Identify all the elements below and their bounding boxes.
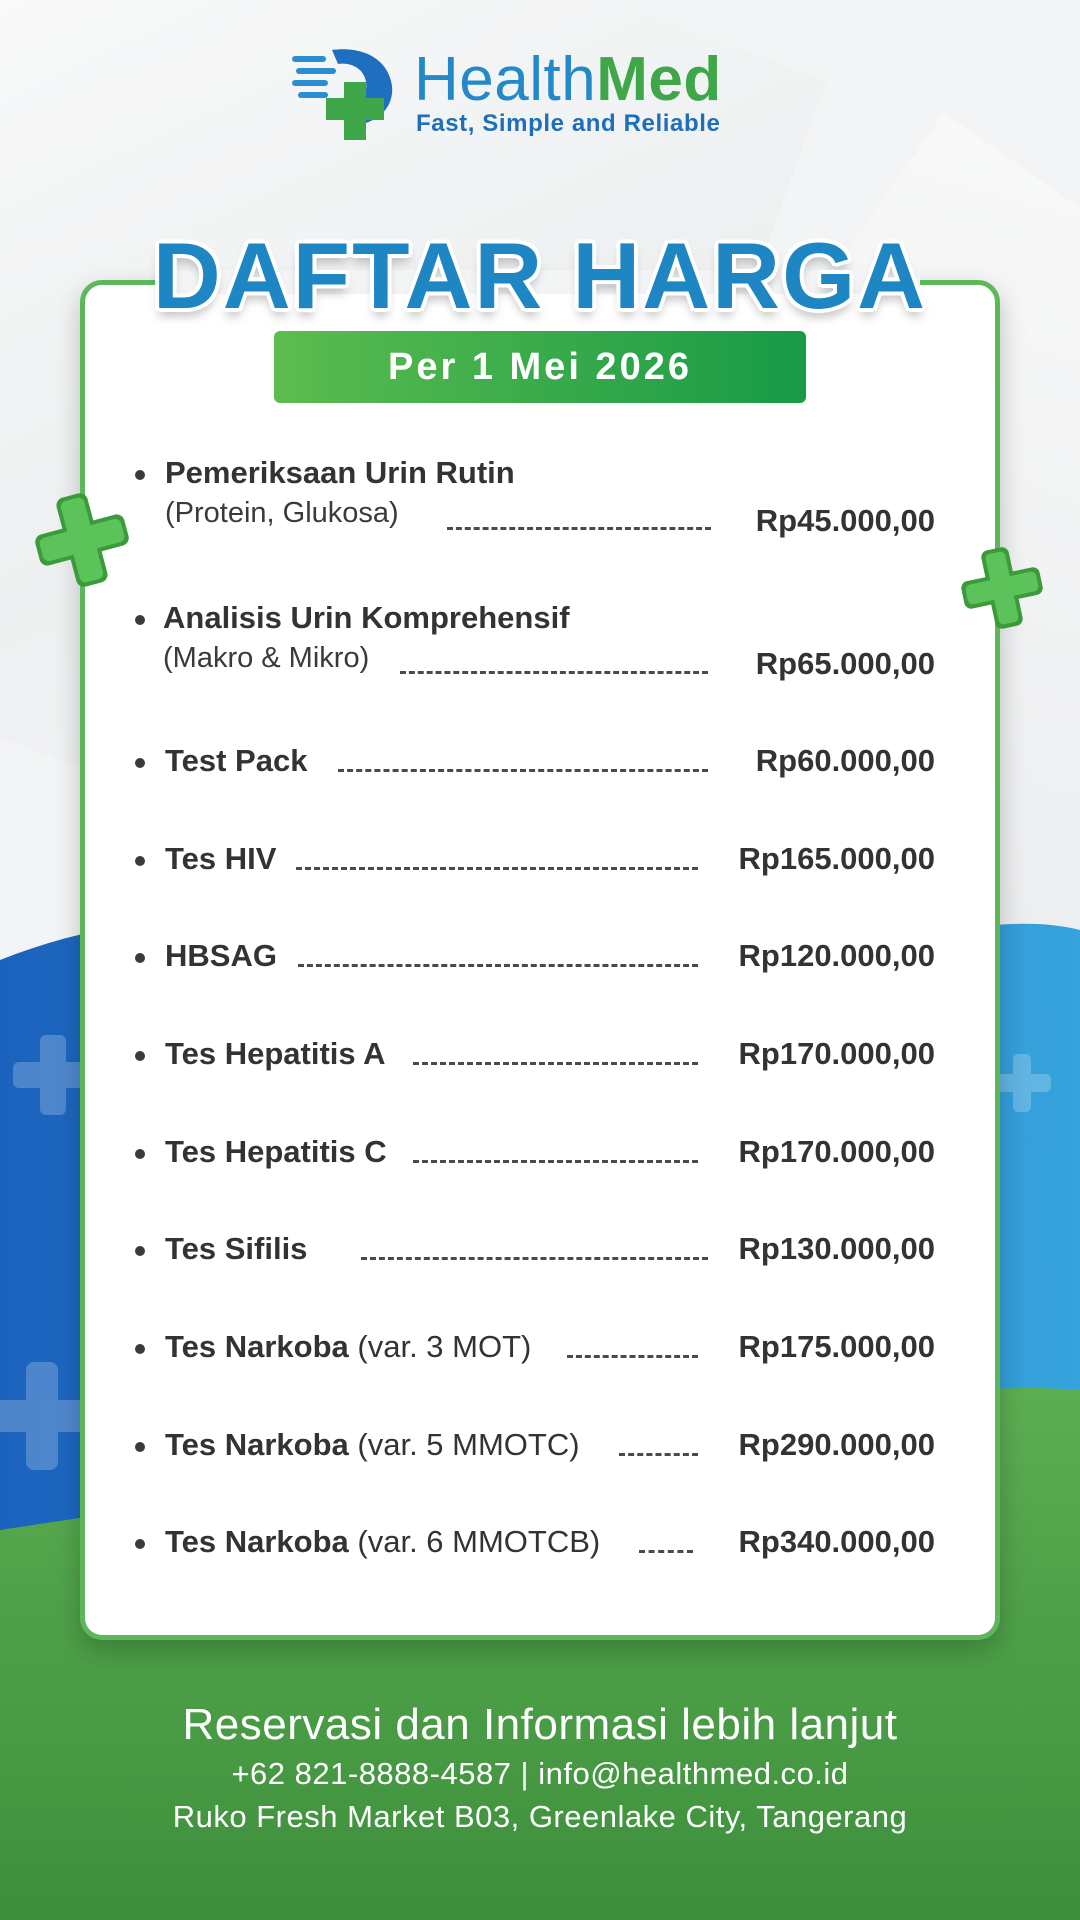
item-name: Pemeriksaan Urin Rutin [165,455,515,490]
bullet [135,1442,145,1452]
item-name [165,1524,600,1560]
dotted-leader [639,1550,693,1553]
item-price: Rp45.000,00 [755,503,935,538]
brand-name-part1: Health [414,45,597,114]
item-price: Rp60.000,00 [755,743,935,778]
date-badge: Per 1 Mei 2026 [274,331,806,403]
item-detail: (Makro & Mikro) [163,642,370,674]
item-price: Rp290.000,00 [738,1427,935,1462]
list-item [135,1329,935,1369]
item-price: Rp130.000,00 [738,1231,935,1266]
item-name [165,1427,580,1463]
list-item [135,1231,935,1271]
item-name: Test Pack [165,743,308,778]
dotted-leader [296,867,698,870]
brand-tagline: Fast, Simple and Reliable [416,110,721,137]
bullet [135,856,145,866]
bullet [135,1539,145,1549]
item-name-text: Tes Narkoba [165,1427,349,1462]
item-name-text: Tes Narkoba [165,1524,349,1559]
dotted-leader [400,671,708,674]
page-title: DAFTAR HARGA [152,223,928,328]
list-item [135,743,935,783]
item-name-text: Tes Narkoba [165,1329,349,1364]
dotted-leader [298,964,698,967]
bullet [135,953,145,963]
item-name: Tes Hepatitis A [165,1036,386,1071]
item-price: Rp340.000,00 [738,1524,935,1559]
list-item [135,841,935,881]
item-name: HBSAG [165,938,277,973]
brand-name [414,45,722,114]
list-item [135,1427,935,1467]
item-variant: (var. 6 MMOTCB) [357,1524,601,1559]
bullet [135,1149,145,1159]
item-name [165,1329,531,1365]
footer-address: Ruko Fresh Market B03, Greenlake City, Tangerang [172,1799,908,1834]
dotted-leader [619,1453,698,1456]
item-name: Analisis Urin Komprehensif [163,600,570,635]
item-price: Rp65.000,00 [755,646,935,681]
list-item [135,455,935,545]
healthmed-logo-icon [292,46,402,142]
dotted-leader [413,1062,698,1065]
green-cross-icon [22,480,142,600]
item-variant: (var. 3 MOT) [357,1329,532,1364]
brand-name-part2: Med [596,45,722,114]
item-name: Tes Hepatitis C [165,1134,387,1169]
item-price: Rp120.000,00 [738,938,935,973]
dotted-leader [567,1355,698,1358]
bullet [135,615,145,625]
brand-logo [292,46,762,142]
list-item [135,938,935,978]
item-price: Rp165.000,00 [738,841,935,876]
dotted-leader [361,1257,708,1260]
green-cross-icon [952,538,1052,638]
item-price: Rp170.000,00 [738,1036,935,1071]
dotted-leader [413,1160,698,1163]
dotted-leader [447,527,711,530]
list-item [135,1134,935,1174]
footer-contact: +62 821-8888-4587 | info@healthmed.co.id [231,1756,849,1791]
dotted-leader [338,769,708,772]
bullet [135,758,145,768]
item-price: Rp175.000,00 [738,1329,935,1364]
item-price: Rp170.000,00 [738,1134,935,1169]
item-variant: (var. 5 MMOTC) [357,1427,580,1462]
item-name: Tes HIV [165,841,277,876]
item-name: Tes Sifilis [165,1231,308,1266]
footer-title: Reservasi dan Informasi lebih lanjut [182,1700,898,1749]
list-item [135,1524,935,1564]
list-item [135,598,935,688]
bullet [135,1246,145,1256]
bullet [135,1344,145,1354]
item-detail: (Protein, Glukosa) [165,497,399,529]
list-item [135,1036,935,1076]
bullet [135,470,145,480]
bullet [135,1051,145,1061]
